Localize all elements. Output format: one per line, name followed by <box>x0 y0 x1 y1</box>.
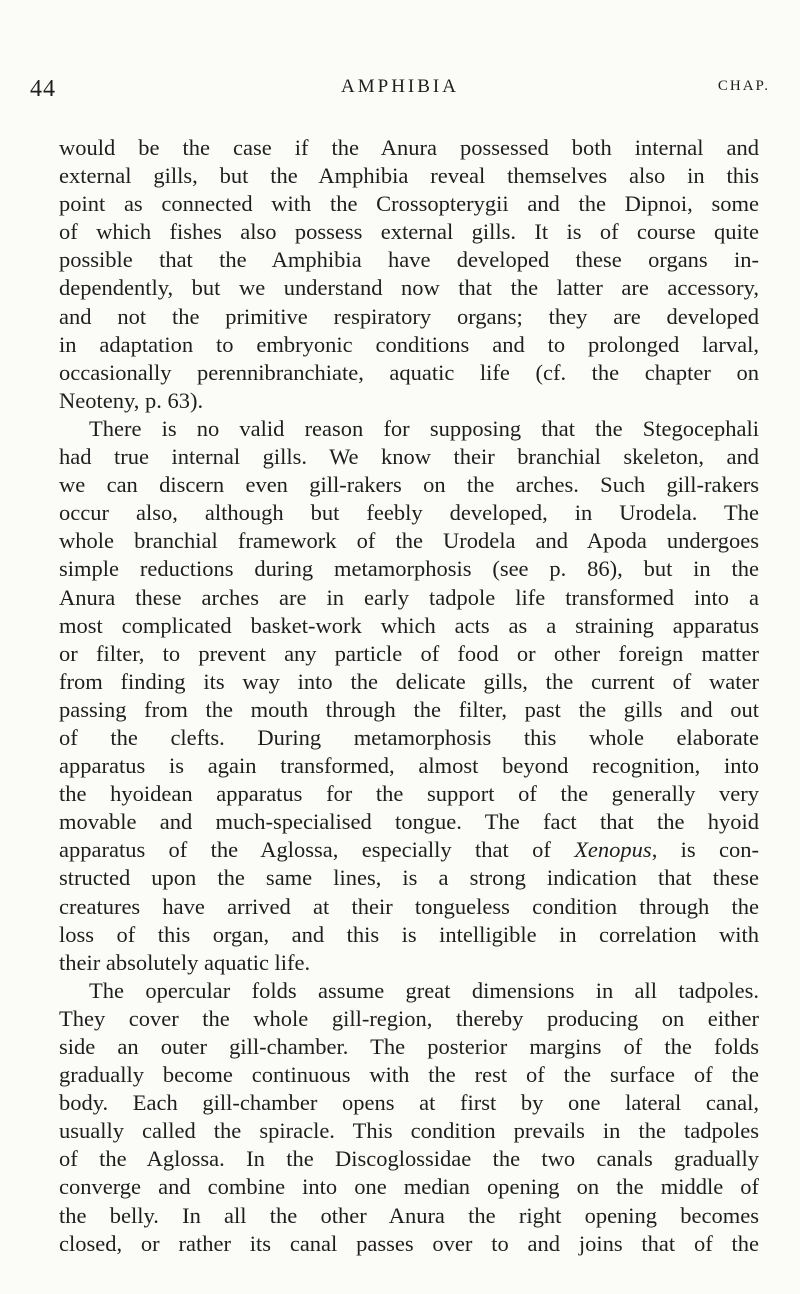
text-line: the hyoidean apparatus for the support of the generally very <box>59 781 759 807</box>
text-line: the belly. In all the other Anura the right opening becomes <box>59 1202 759 1228</box>
text-line: They cover the whole gill-region, thereby producing on either <box>59 1005 759 1031</box>
body-text <box>59 134 759 1258</box>
text-line: or filter, to prevent any particle of food or other foreign matter <box>59 640 759 666</box>
text-line: point as connected with the Crossopterygii and the Dipnoi, some <box>59 191 759 217</box>
text-line: structed upon the same lines, is a strong indication that these <box>59 865 759 891</box>
text-line-lead: apparatus of the Aglossa, especially that of <box>59 837 575 863</box>
genus-name-italic: Xenopus <box>574 837 652 863</box>
text-line: external gills, but the Amphibia reveal themselves also in this <box>59 163 759 189</box>
text-line: most complicated basket-work which acts as a straining apparatus <box>59 612 759 638</box>
text-line: Neoteny, p. 63). <box>59 387 204 413</box>
text-line <box>59 836 759 864</box>
text-line: Anura these arches are in early tadpole life transformed into a <box>59 584 759 610</box>
text-line: in adaptation to embryonic conditions and to prolonged larval, <box>59 331 759 357</box>
text-line: converge and combine into one median opening on the middle of <box>59 1174 759 1200</box>
text-line: of which fishes also possess external gills. It is of course quite <box>59 219 759 245</box>
text-line: loss of this organ, and this is intelligible in correlation with <box>59 921 759 947</box>
page-number: 44 <box>30 76 56 102</box>
text-line: of the Aglossa. In the Discoglossidae the two canals gradually <box>59 1146 759 1172</box>
text-line: and not the primitive respiratory organs; they are developed <box>59 303 759 329</box>
text-line: apparatus is again transformed, almost beyond recognition, into <box>59 753 759 779</box>
text-line: gradually become continuous with the rest of the surface of the <box>59 1062 759 1088</box>
text-line: simple reductions during metamorphosis (see p. 86), but in the <box>59 556 759 582</box>
page-header <box>30 74 770 114</box>
text-line: their absolutely aquatic life. <box>59 949 311 975</box>
text-line: movable and much-specialised tongue. The fact that the hyoid <box>59 809 759 835</box>
text-line: body. Each gill-chamber opens at first by one lateral canal, <box>59 1090 759 1116</box>
text-line: whole branchial framework of the Urodela and Apoda undergoes <box>59 528 759 554</box>
text-line: The opercular folds assume great dimensions in all tadpoles. <box>89 977 759 1003</box>
text-line: possible that the Amphibia have developed these organs in- <box>59 247 759 273</box>
text-line-tail: , is con- <box>651 837 759 863</box>
text-line: side an outer gill-chamber. The posterior margins of the folds <box>59 1034 759 1059</box>
text-line: of the clefts. During metamorphosis this whole elaborate <box>59 724 759 750</box>
text-line: occur also, although but feebly developed, in Urodela. The <box>59 500 759 526</box>
text-line: dependently, but we understand now that the latter are accessory, <box>59 275 759 301</box>
text-line: from finding its way into the delicate gills, the current of water <box>59 668 759 694</box>
text-line: usually called the spiracle. This condition prevails in the tadpoles <box>59 1118 759 1144</box>
text-line: There is no valid reason for supposing that the Stegocephali <box>89 415 759 441</box>
text-line: had true internal gills. We know their branchial skeleton, and <box>59 444 759 470</box>
text-line: occasionally perennibranchiate, aquatic life (cf. the chapter on <box>59 359 759 385</box>
text-line: closed, or rather its canal passes over to and joins that of the <box>59 1230 759 1256</box>
text-line: we can discern even gill-rakers on the arches. Such gill-rakers <box>59 472 759 498</box>
chapter-label: CHAP. <box>717 78 770 94</box>
text-line: creatures have arrived at their tongueless condition through the <box>59 893 759 919</box>
text-line: would be the case if the Anura possessed both internal and <box>59 135 759 160</box>
running-title: AMPHIBIA <box>341 76 459 97</box>
text-line: passing from the mouth through the filter, past the gills and out <box>59 696 759 722</box>
